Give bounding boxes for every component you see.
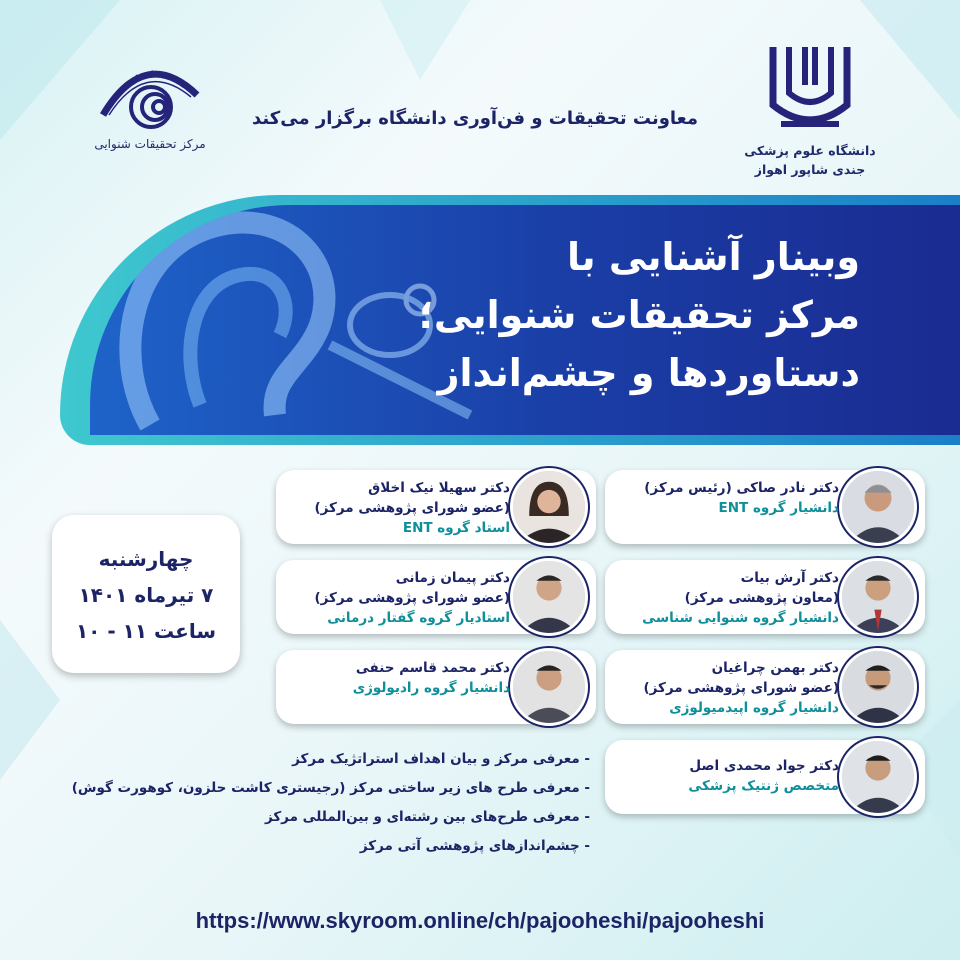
date-time: ساعت ۱۱ - ۱۰ bbox=[75, 619, 217, 643]
university-logo bbox=[740, 45, 880, 179]
speaker-photo-avatar bbox=[839, 468, 917, 546]
speaker-card bbox=[605, 560, 925, 634]
agenda-list bbox=[30, 745, 590, 861]
date-date: ۷ تیرماه ۱۴۰۱ bbox=[78, 583, 214, 607]
speaker-name: دکتر آرش بیات bbox=[740, 570, 839, 586]
title-line-1: وبینار آشنایی با bbox=[567, 235, 860, 279]
agenda-item: - چشم‌اندازهای پژوهشی آتی مرکز bbox=[359, 838, 590, 854]
speaker-name: دکتر محمد قاسم حنفی bbox=[355, 660, 510, 676]
speaker-card bbox=[276, 470, 596, 544]
date-box bbox=[52, 515, 240, 673]
agenda-item: - معرفی طرح‌های بین رشته‌ای و بین‌المللی مرکز bbox=[264, 809, 590, 825]
speaker-name: دکتر نادر صاکی (رئیس مرکز) bbox=[644, 480, 839, 496]
speaker-photo-avatar bbox=[510, 468, 588, 546]
speaker-card bbox=[605, 650, 925, 724]
speaker-card bbox=[276, 650, 596, 724]
speaker-role: (عضو شورای پژوهشی مرکز) bbox=[314, 590, 510, 606]
speaker-rank: دانشیار گروه ENT bbox=[718, 500, 839, 516]
right-logo-caption-1: دانشگاه علوم پزشکی bbox=[744, 143, 876, 158]
speaker-photo-avatar bbox=[510, 648, 588, 726]
hearing-center-logo bbox=[90, 55, 210, 151]
hearing-center-logo-icon bbox=[95, 55, 205, 133]
speaker-photo-avatar bbox=[839, 558, 917, 636]
speaker-role: (عضو شورای پژوهشی مرکز) bbox=[643, 680, 839, 696]
speaker-role: (معاون پژوهشی مرکز) bbox=[684, 590, 839, 606]
speaker-photo-avatar bbox=[510, 558, 588, 636]
agenda-item: - معرفی مرکز و بیان اهداف استراتژیک مرکز bbox=[292, 751, 590, 767]
speaker-rank: استاد گروه ENT bbox=[402, 520, 510, 536]
speaker-name: دکتر سهیلا نیک اخلاق bbox=[368, 480, 510, 496]
agenda-item: - معرفی طرح های زیر ساختی مرکز (رجیستری کاشت حلزون، کوهورت گوش) bbox=[71, 780, 590, 796]
speaker-card bbox=[605, 470, 925, 544]
speaker-photo-avatar bbox=[839, 648, 917, 726]
speaker-name: دکتر بهمن چراغیان bbox=[711, 660, 839, 676]
organizer-text: معاونت تحقیقات و فن‌آوری دانشگاه برگزار می‌کند bbox=[252, 108, 698, 129]
speaker-card bbox=[276, 560, 596, 634]
webinar-title bbox=[320, 228, 860, 402]
speaker-role: (عضو شورای پژوهشی مرکز) bbox=[314, 500, 510, 516]
speaker-rank: دانشیار گروه اپیدمیولوژی bbox=[669, 700, 839, 716]
speaker-rank: استادیار گروه گفتار درمانی bbox=[327, 610, 510, 626]
university-logo-icon bbox=[767, 45, 853, 133]
title-line-3: دستاوردها و چشم‌انداز bbox=[437, 351, 860, 395]
date-day: چهارشنبه bbox=[98, 547, 194, 571]
right-logo-caption-2: جندی شاپور اهواز bbox=[754, 162, 866, 177]
speaker-card bbox=[605, 740, 925, 814]
webinar-link[interactable]: https://www.skyroom.online/ch/pajooheshi/pajooheshi bbox=[195, 908, 765, 933]
speaker-rank: دانشیار گروه شنوایی شناسی bbox=[642, 610, 839, 626]
speaker-name: دکتر پیمان زمانی bbox=[395, 570, 510, 586]
speaker-photo-avatar bbox=[839, 738, 917, 816]
title-line-2: مرکز تحقیقات شنوایی؛ bbox=[418, 293, 860, 337]
left-logo-caption: مرکز تحقیقات شنوایی bbox=[94, 137, 206, 151]
speaker-rank: دانشیار گروه رادیولوژی bbox=[352, 680, 510, 696]
speaker-rank: متخصص ژنتیک پزشکی bbox=[688, 778, 839, 794]
speaker-name: دکتر جواد محمدی اصل bbox=[689, 758, 839, 774]
